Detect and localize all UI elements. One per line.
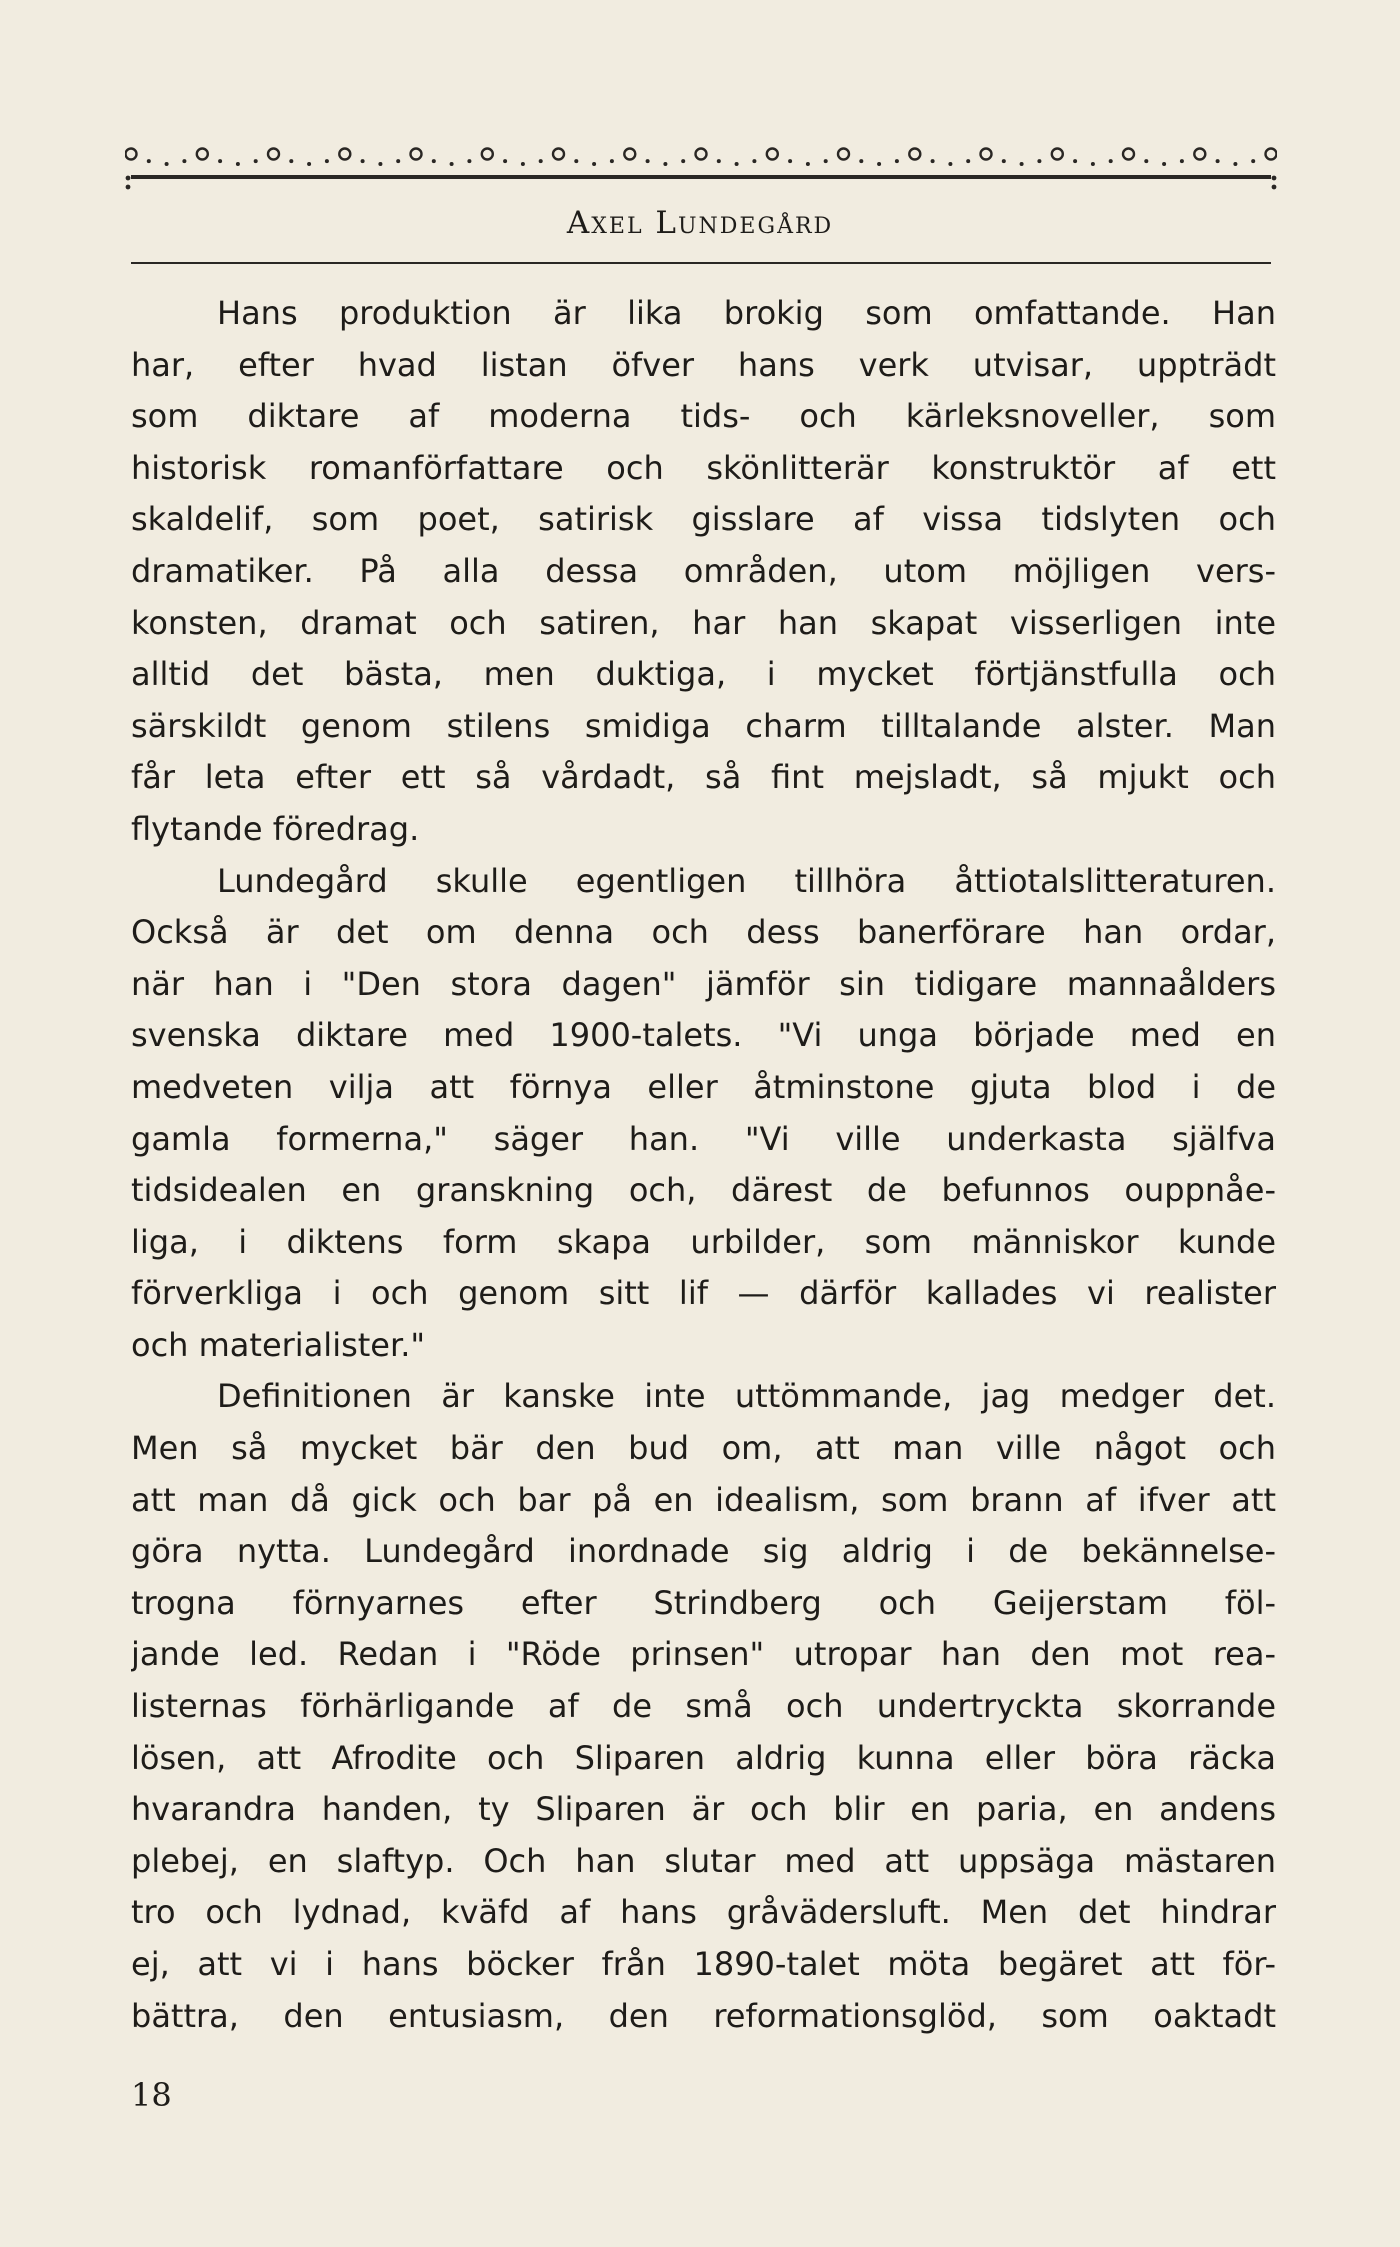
text-line: skaldelif, som poet, satirisk gisslare af vissa tidslyten och	[131, 500, 1276, 539]
ornament-dot	[610, 159, 614, 163]
ornament-dot	[1162, 162, 1166, 166]
ornament-dot	[1002, 159, 1006, 163]
ornament-dot	[1091, 162, 1095, 166]
ornament-ring	[411, 149, 422, 160]
text-line: plebej, en slaftyp. Och han slutar med att uppsäga mästaren	[131, 1841, 1276, 1880]
ornament-dot	[1233, 162, 1237, 166]
ornament-ring	[1194, 149, 1205, 160]
text-line: liga, i diktens form skapa urbilder, som människor kunde	[131, 1222, 1276, 1261]
text-line: listernas förhärligande af de små och undertryckta skorrande	[131, 1687, 1276, 1726]
ornament-ring	[482, 149, 493, 160]
text-line: ej, att vi i hans böcker från 1890-talet möta begäret att för-	[131, 1945, 1276, 1983]
text-line: historisk romanförfattare och skönlitterär konstruktör af ett	[131, 448, 1276, 487]
ornament-dot	[361, 159, 365, 163]
text-line: göra nytta. Lundegård inordnade sig aldrig i de bekännelse-	[131, 1532, 1276, 1571]
text-line: Definitionen är kanske inte uttömmande, jag medger det.	[217, 1377, 1276, 1416]
text-line: har, efter hvad listan öfver hans verk utvisar, uppträdt	[131, 345, 1276, 384]
text-line: Lundegård skulle egentligen tillhöra åttiotalslitteraturen.	[217, 861, 1276, 900]
running-title: Axel Lundegård	[566, 205, 834, 241]
ornament-dot	[877, 162, 881, 166]
text-line: särskildt genom stilens smidiga charm tilltalande alster. Man	[131, 706, 1276, 745]
text-line: när han i "Den stora dagen" jämför sin tidigare mannaålders	[131, 964, 1276, 1003]
text-line: jande led. Redan i "Röde prinsen" utropar han den mot rea-	[131, 1635, 1276, 1674]
ornament-ring	[268, 149, 279, 160]
text-line: dramatiker. På alla dessa områden, utom möjligen vers-	[131, 551, 1276, 590]
ornament-ring	[981, 149, 992, 160]
ornament-dot	[824, 159, 828, 163]
text-line: trogna förnyarnes efter Strindberg och Geijerstam föl-	[131, 1583, 1276, 1622]
text-line: tro och lydnad, kväfd af hans gråvädersluft. Men det hindrar	[131, 1893, 1276, 1932]
ornament-dot	[147, 159, 151, 163]
ornament-dot	[788, 159, 792, 163]
ornament-dot	[592, 162, 596, 166]
ornament-dot	[966, 159, 970, 163]
ornament-dot	[895, 159, 899, 163]
text-line: Men så mycket bär den bud om, att man ville något och	[131, 1429, 1276, 1468]
text-line: svenska diktare med 1900-talets. "Vi unga började med en	[131, 1016, 1276, 1055]
ornament-dot	[325, 159, 329, 163]
ornament-dot	[307, 162, 311, 166]
ornament-dot	[503, 159, 507, 163]
ornament-dot	[1144, 159, 1148, 163]
ornament-dot	[752, 159, 756, 163]
text-line: alltid det bästa, men duktiga, i mycket förtjänstfulla och	[131, 655, 1276, 694]
text-line: förverkliga i och genom sitt lif — därför kallades vi realister	[131, 1274, 1276, 1313]
text-line: att man då gick och bar på en idealism, som brann af ifver att	[131, 1480, 1276, 1519]
ornament-dot	[1251, 159, 1255, 163]
ornament-dot	[717, 159, 721, 163]
ornament-dot	[1020, 162, 1024, 166]
text-line: hvarandra handen, ty Sliparen är och blir en paria, en andens	[131, 1790, 1276, 1829]
ornament-ring	[624, 149, 635, 160]
ornament-dot	[182, 159, 186, 163]
ornament-ring	[339, 149, 350, 160]
ornament-dot	[396, 159, 400, 163]
ornament-ring	[553, 149, 564, 160]
text-line: tidsidealen en granskning och, därest de befunnos ouppnåe-	[131, 1171, 1276, 1210]
ornament-dot	[859, 159, 863, 163]
ornament-dot	[663, 162, 667, 166]
ornament-dot	[735, 162, 739, 166]
text-line: gamla formerna," säger han. "Vi ville underkasta själfva	[131, 1119, 1276, 1158]
body-text	[131, 288, 1276, 2042]
decorative-border-ornament	[125, 124, 1277, 194]
text-line: får leta efter ett så vårdadt, så fint mejsladt, så mjukt och	[131, 758, 1276, 797]
ornament-dot	[948, 162, 952, 166]
ornament-dot	[539, 159, 543, 163]
ornament-dot	[289, 159, 293, 163]
ornament-ring	[696, 149, 707, 160]
ornament-dot	[1109, 159, 1113, 163]
page-number: 18	[131, 2076, 172, 2114]
ornament-dot	[681, 159, 685, 163]
ornament-dot	[450, 162, 454, 166]
ornament-dot	[378, 162, 382, 166]
ornament-ring	[838, 149, 849, 160]
ornament-dot	[254, 159, 258, 163]
ornament-dot	[236, 162, 240, 166]
ornament-dot	[806, 162, 810, 166]
text-line: konsten, dramat och satiren, har han skapat visserligen inte	[131, 603, 1276, 642]
ornament-dot	[931, 159, 935, 163]
header-rule	[131, 262, 1271, 264]
ornament-ring	[1052, 149, 1063, 160]
ornament-ring	[767, 149, 778, 160]
text-line: lösen, att Afrodite och Sliparen aldrig kunna eller böra räcka	[131, 1738, 1276, 1777]
ornament-ring	[1266, 149, 1277, 160]
ornament-ring	[197, 149, 208, 160]
text-line: Också är det om denna och dess banerförare han ordar,	[131, 913, 1276, 952]
ornament-dot	[646, 159, 650, 163]
text-line: medveten vilja att förnya eller åtminstone gjuta blod i de	[131, 1067, 1276, 1106]
ornament-dot	[218, 159, 222, 163]
text-line: som diktare af moderna tids- och kärleksnoveller, som	[131, 397, 1276, 436]
ornament-dot	[1037, 159, 1041, 163]
ornament-dot	[574, 159, 578, 163]
ornament-dot	[521, 162, 525, 166]
text-line: Hans produktion är lika brokig som omfattande. Han	[217, 294, 1276, 332]
ornament-dot	[1180, 159, 1184, 163]
ornament-dot	[467, 159, 471, 163]
text-line: och materialister."	[131, 1325, 426, 1364]
ornament-dot	[1073, 159, 1077, 163]
ornament-dot	[432, 159, 436, 163]
ornament-ring	[909, 149, 920, 160]
ornament-ring	[1123, 149, 1134, 160]
ornament-ring	[126, 149, 137, 160]
text-line: flytande föredrag.	[131, 809, 420, 848]
text-line: bättra, den entusiasm, den reformationsglöd, som oaktadt	[131, 1996, 1276, 2035]
ornament-dot	[1216, 159, 1220, 163]
ornament-dot	[165, 162, 169, 166]
